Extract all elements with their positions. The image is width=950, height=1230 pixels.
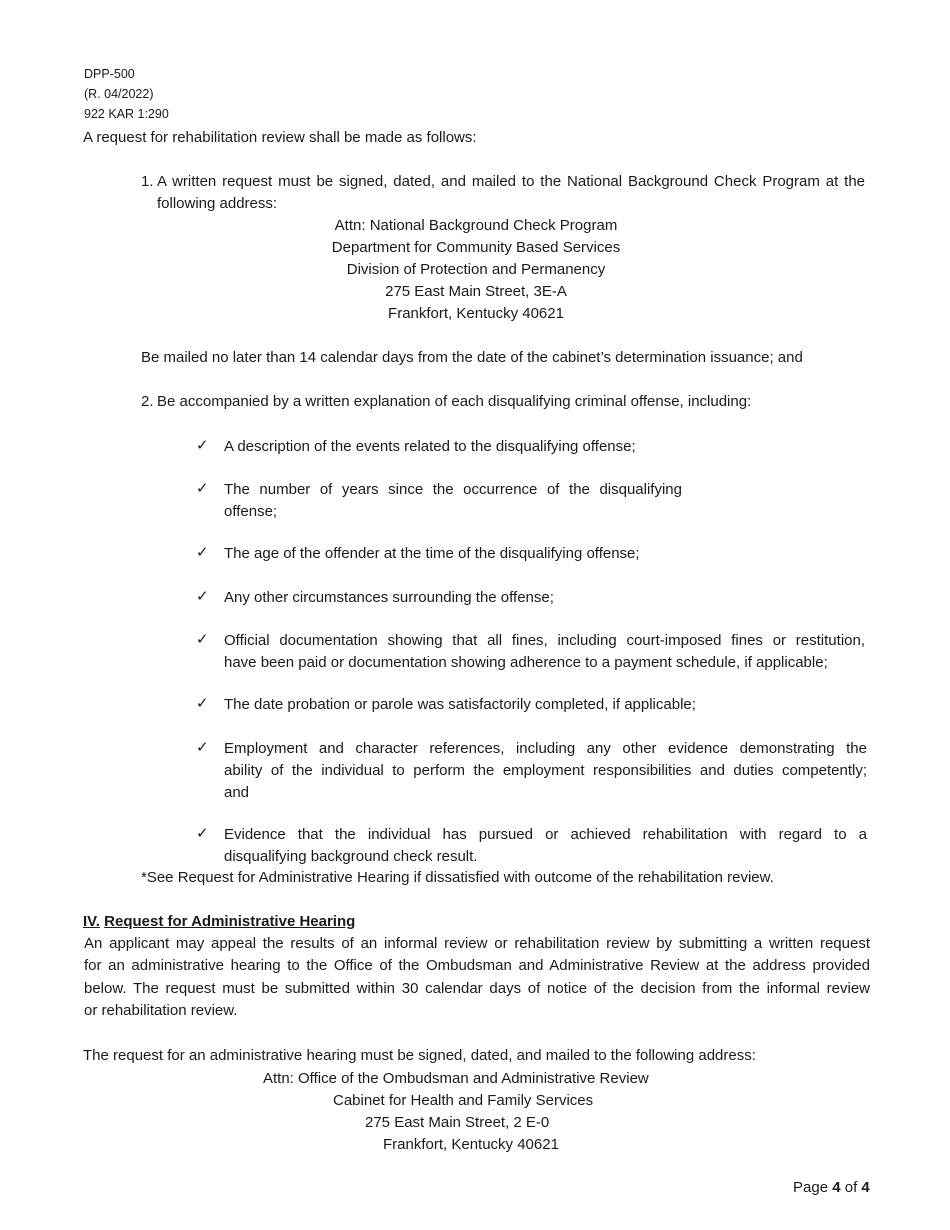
checkmark-icon: ✓: [196, 437, 209, 454]
page-total: 4: [861, 1179, 870, 1196]
form-number: DPP-500: [84, 67, 135, 81]
checklist-item: A description of the events related to the disqualifying offense;: [224, 438, 636, 455]
checklist-item-continued: disqualifying background check result.: [224, 848, 478, 865]
mailed-deadline-note: Be mailed no later than 14 calendar days from the date of the cabinet’s determination issuance; and: [141, 349, 803, 366]
rehab-intro: A request for rehabilitation review shall be made as follows:: [83, 129, 477, 146]
checkmark-icon: ✓: [196, 695, 209, 712]
hearing-request-line: The request for an administrative hearing must be signed, dated, and mailed to the following address:: [83, 1047, 756, 1064]
item1-text-line2: following address:: [157, 195, 278, 212]
ombudsman-address-line: 275 East Main Street, 2 E-0: [365, 1114, 550, 1131]
item1-text-line1: A written request must be signed, dated, and mailed to the National Background Check Program at the: [157, 173, 865, 190]
checklist-item-continued: offense;: [224, 503, 278, 520]
ombudsman-address-line: Cabinet for Health and Family Services: [333, 1092, 594, 1109]
item2-number: 2.: [141, 393, 154, 410]
checklist-item-continued: and: [224, 784, 250, 801]
page-word: Page: [793, 1179, 829, 1196]
item1-number: 1.: [141, 173, 154, 190]
checkmark-icon: ✓: [196, 739, 209, 756]
checkmark-icon: ✓: [196, 825, 209, 842]
checklist-item: Employment and character references, including any other evidence demonstrating the: [224, 740, 867, 757]
checklist-item: The number of years since the occurrence of the disqualifying: [224, 481, 682, 498]
checkmark-icon: ✓: [196, 631, 209, 648]
checklist-item-continued: have been paid or documentation showing adherence to a payment schedule, if applicable;: [224, 654, 828, 671]
page-number: [793, 1177, 870, 1199]
appeal-paragraph-line: for an administrative hearing to the Office of the Ombudsman and Administrative Review at the address provided: [84, 957, 870, 974]
section-title: Request for Administrative Hearing: [104, 913, 356, 930]
appeal-paragraph-line: or rehabilitation review.: [84, 1002, 238, 1019]
appeal-paragraph-line: below. The request must be submitted within 30 calendar days of notice of the decision from the informal review: [84, 980, 870, 997]
nbcp-address-line: Division of Protection and Permanency: [346, 261, 606, 278]
checklist-item: Evidence that the individual has pursued or achieved rehabilitation with regard to a: [224, 826, 867, 843]
of-word: of: [844, 1179, 858, 1196]
nbcp-address-line: Department for Community Based Services: [331, 239, 621, 256]
form-revision: (R. 04/2022): [84, 87, 154, 101]
checklist-item: The date probation or parole was satisfactorily completed, if applicable;: [224, 696, 696, 713]
checklist-item-continued: ability of the individual to perform the employment responsibilities and duties competently;: [224, 762, 867, 779]
ombudsman-address-line: Attn: Office of the Ombudsman and Administrative Review: [263, 1070, 649, 1087]
nbcp-address-line: 275 East Main Street, 3E-A: [385, 283, 567, 300]
section-heading: [83, 911, 355, 933]
section-number: IV.: [83, 913, 100, 930]
regulation-reference: 922 KAR 1:290: [84, 107, 169, 121]
ombudsman-address-line: Frankfort, Kentucky 40621: [383, 1136, 559, 1153]
checklist-item: The age of the offender at the time of the disqualifying offense;: [224, 545, 640, 562]
checkmark-icon: ✓: [196, 480, 209, 497]
checklist-item: Any other circumstances surrounding the offense;: [224, 589, 554, 606]
page-current: 4: [832, 1179, 841, 1196]
checklist-item: Official documentation showing that all fines, including court-imposed fines or restitution,: [224, 632, 865, 649]
item2-text: Be accompanied by a written explanation of each disqualifying criminal offense, including:: [157, 393, 752, 410]
appeal-paragraph-line: An applicant may appeal the results of an informal review or rehabilitation review by submitting a written request: [84, 935, 870, 952]
checkmark-icon: ✓: [196, 588, 209, 605]
checkmark-icon: ✓: [196, 544, 209, 561]
nbcp-address-line: Attn: National Background Check Program: [334, 217, 618, 234]
nbcp-address-line: Frankfort, Kentucky 40621: [388, 305, 564, 322]
see-hearing-note: *See Request for Administrative Hearing if dissatisfied with outcome of the rehabilitation review.: [141, 869, 774, 886]
